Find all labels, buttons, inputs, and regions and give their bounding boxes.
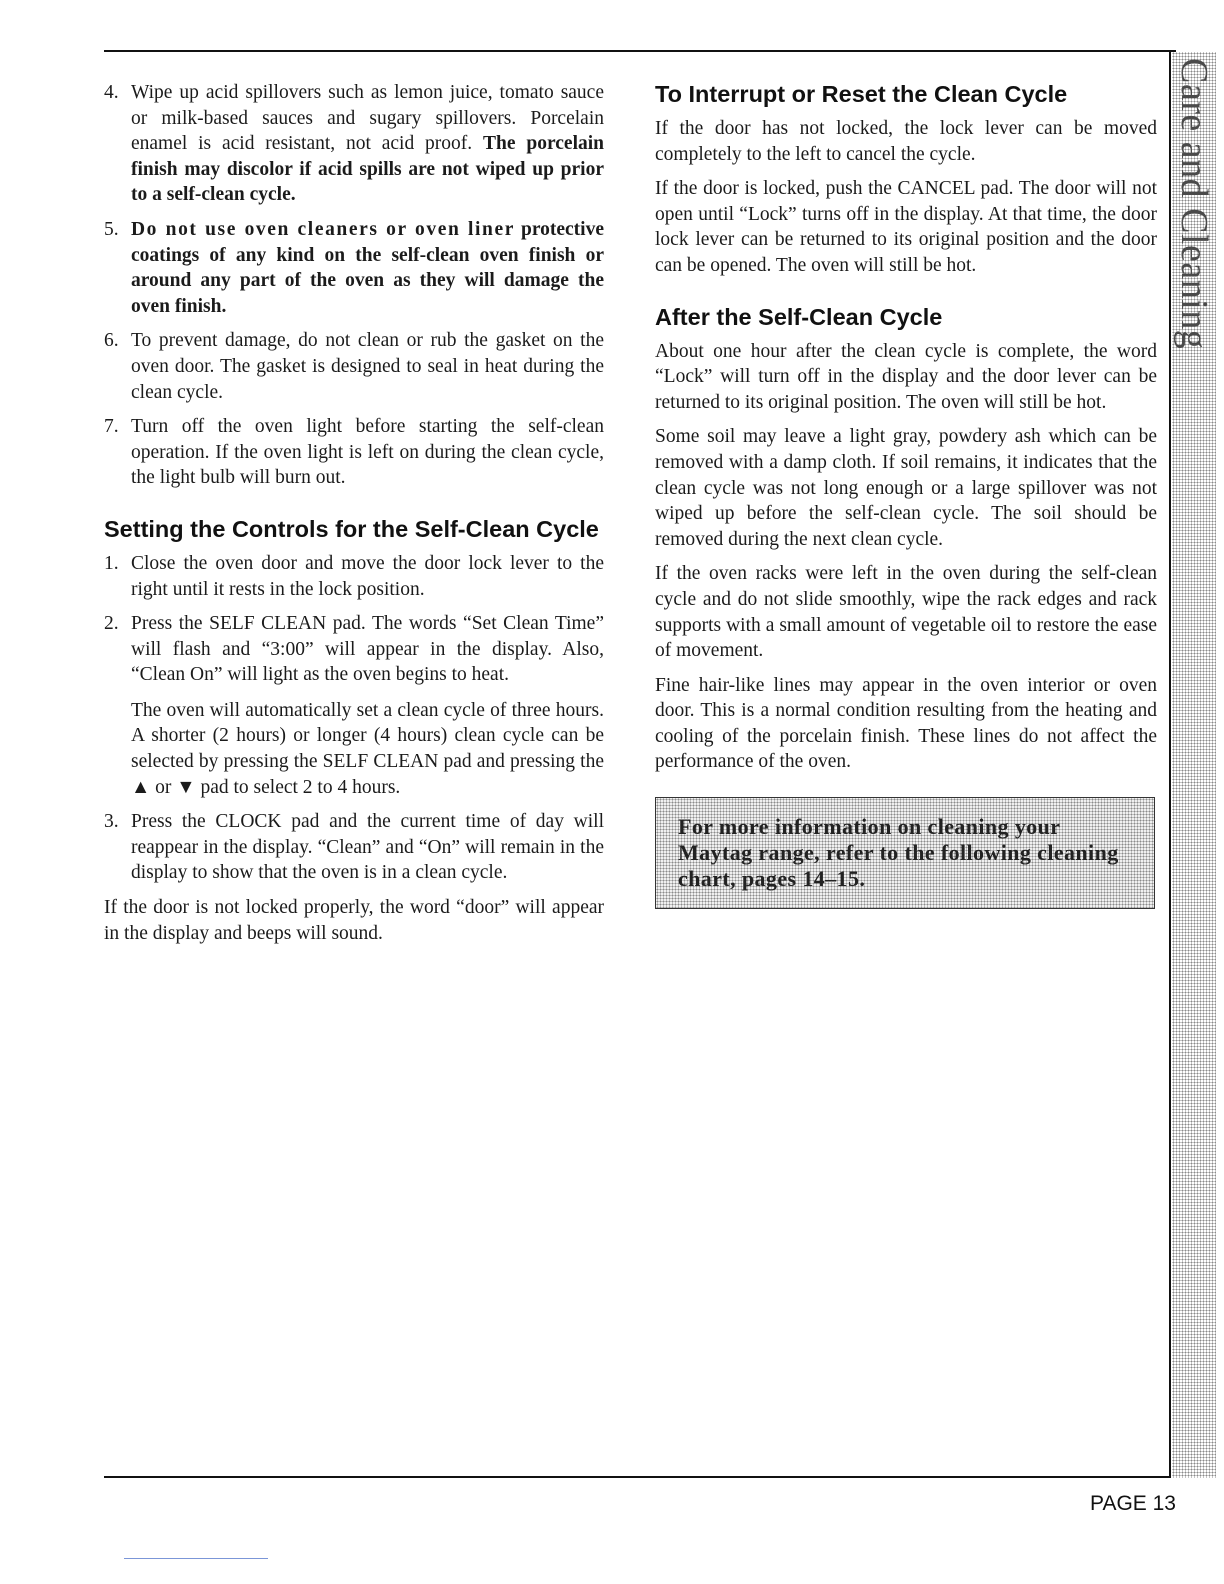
paragraph: If the door has not locked, the lock lever can be moved completely to the left to cancel the cycle. bbox=[655, 118, 1157, 165]
step-text: Press the SELF CLEAN pad. The words “Set Clean Time” will flash and “3:00” will appear in the display. Also, “Clean On” will light as the oven begins to heat. bbox=[131, 613, 604, 686]
side-tab-label: Care and Cleaning bbox=[1173, 58, 1215, 350]
bottom-rule bbox=[104, 1476, 1170, 1478]
list-item-7 bbox=[104, 414, 604, 491]
list-item-5 bbox=[104, 217, 604, 319]
item-number: 5. bbox=[104, 218, 119, 240]
step-text: Close the oven door and move the door lock lever to the right until it rests in the lock position. bbox=[131, 552, 604, 600]
side-tab-border bbox=[1169, 50, 1171, 1478]
item-number: 7. bbox=[104, 416, 119, 438]
step-text: Press the CLOCK pad and the current time of day will reappear in the display. “Clean” and “On” will remain in the display to show that the oven is in a clean cycle. bbox=[131, 811, 604, 884]
step-number: 3. bbox=[104, 811, 119, 833]
paragraph: Fine hair-like lines may appear in the oven interior or oven door. This is a normal condition resulting from the heating and cooling of the porcelain finish. These lines do not affect the performance of the oven. bbox=[655, 674, 1157, 773]
right-column bbox=[655, 80, 1157, 909]
item-number: 4. bbox=[104, 82, 119, 103]
step-2 bbox=[104, 611, 604, 800]
paragraph: Some soil may leave a light gray, powdery ash which can be removed with a damp cloth. If soil remains, it indicates that the clean cycle was not long enough or a large spillover was not wiped up before the self-clean cycle. The soil should be removed during the next clean cycle. bbox=[655, 426, 1157, 550]
paragraph: About one hour after the clean cycle is complete, the word “Lock” will turn off in the display and the door lever can be returned to its original position. The oven will still be hot. bbox=[655, 340, 1157, 413]
list-item-4 bbox=[104, 80, 604, 208]
item-warning: The porcelain finish may discolor if acid spills are not wiped up prior to a self-clean cycle. bbox=[131, 133, 604, 206]
item-text: Wipe up acid spillovers such as lemon juice, tomato sauce or milk-based sauces and sugary spillovers. Porcelain enamel is acid resistant, not acid proof. The porcelain finish may discolor if acid spills are not wiped up prior to a self-clean cycle. bbox=[131, 82, 604, 206]
item-text: To prevent damage, do not clean or rub the gasket on the oven door. The gasket is designed to seal in heat during the clean cycle. bbox=[131, 330, 604, 403]
step-number: 1. bbox=[104, 552, 119, 574]
item-text: Turn off the oven light before starting the self-clean operation. If the oven light is left on during the clean cycle, the light bulb will burn out. bbox=[131, 416, 604, 489]
step-number: 2. bbox=[104, 613, 119, 635]
item-warning: Do not use oven cleaners or oven liner protective coatings of any kind on the self-clean oven finish or around any part of the oven as they will damage the oven finish. bbox=[131, 218, 605, 317]
closing-paragraph: If the door is not locked properly, the word “door” will appear in the display and beeps will sound. bbox=[104, 897, 604, 944]
section-heading-setting-controls: Setting the Controls for the Self-Clean Cycle bbox=[104, 515, 599, 542]
left-column bbox=[104, 80, 604, 955]
info-callout-box: For more information on cleaning your Maytag range, refer to the following cleaning chart, pages 14–15. bbox=[655, 797, 1155, 909]
blue-underline bbox=[124, 1558, 268, 1559]
item-number: 6. bbox=[104, 330, 119, 352]
step-1 bbox=[104, 551, 604, 602]
list-item-6 bbox=[104, 328, 604, 405]
page-number: PAGE 13 bbox=[1090, 1492, 1176, 1515]
top-rule bbox=[104, 50, 1176, 52]
step-3 bbox=[104, 809, 604, 886]
section-heading-interrupt: To Interrupt or Reset the Clean Cycle bbox=[655, 81, 1068, 107]
section-heading-after-clean: After the Self-Clean Cycle bbox=[655, 303, 943, 330]
paragraph: If the oven racks were left in the oven during the self-clean cycle and do not slide smoothly, wipe the rack edges and rack supports with a small amount of vegetable oil to restore the ease of movement. bbox=[655, 563, 1157, 662]
step-text-continued: The oven will automatically set a clean cycle of three hours. A shorter (2 hours) or longer (4 hours) clean cycle can be selected by pressing the SELF CLEAN pad and pressing the ▲ or ▼ pad to select 2 to 4 hours. bbox=[131, 699, 604, 798]
paragraph: If the door is locked, push the CANCEL pad. The door will not open until “Lock” turns off in the display. At that time, the door lock lever can be returned to its original position and the door can be opened. The oven will still be hot. bbox=[655, 178, 1157, 276]
